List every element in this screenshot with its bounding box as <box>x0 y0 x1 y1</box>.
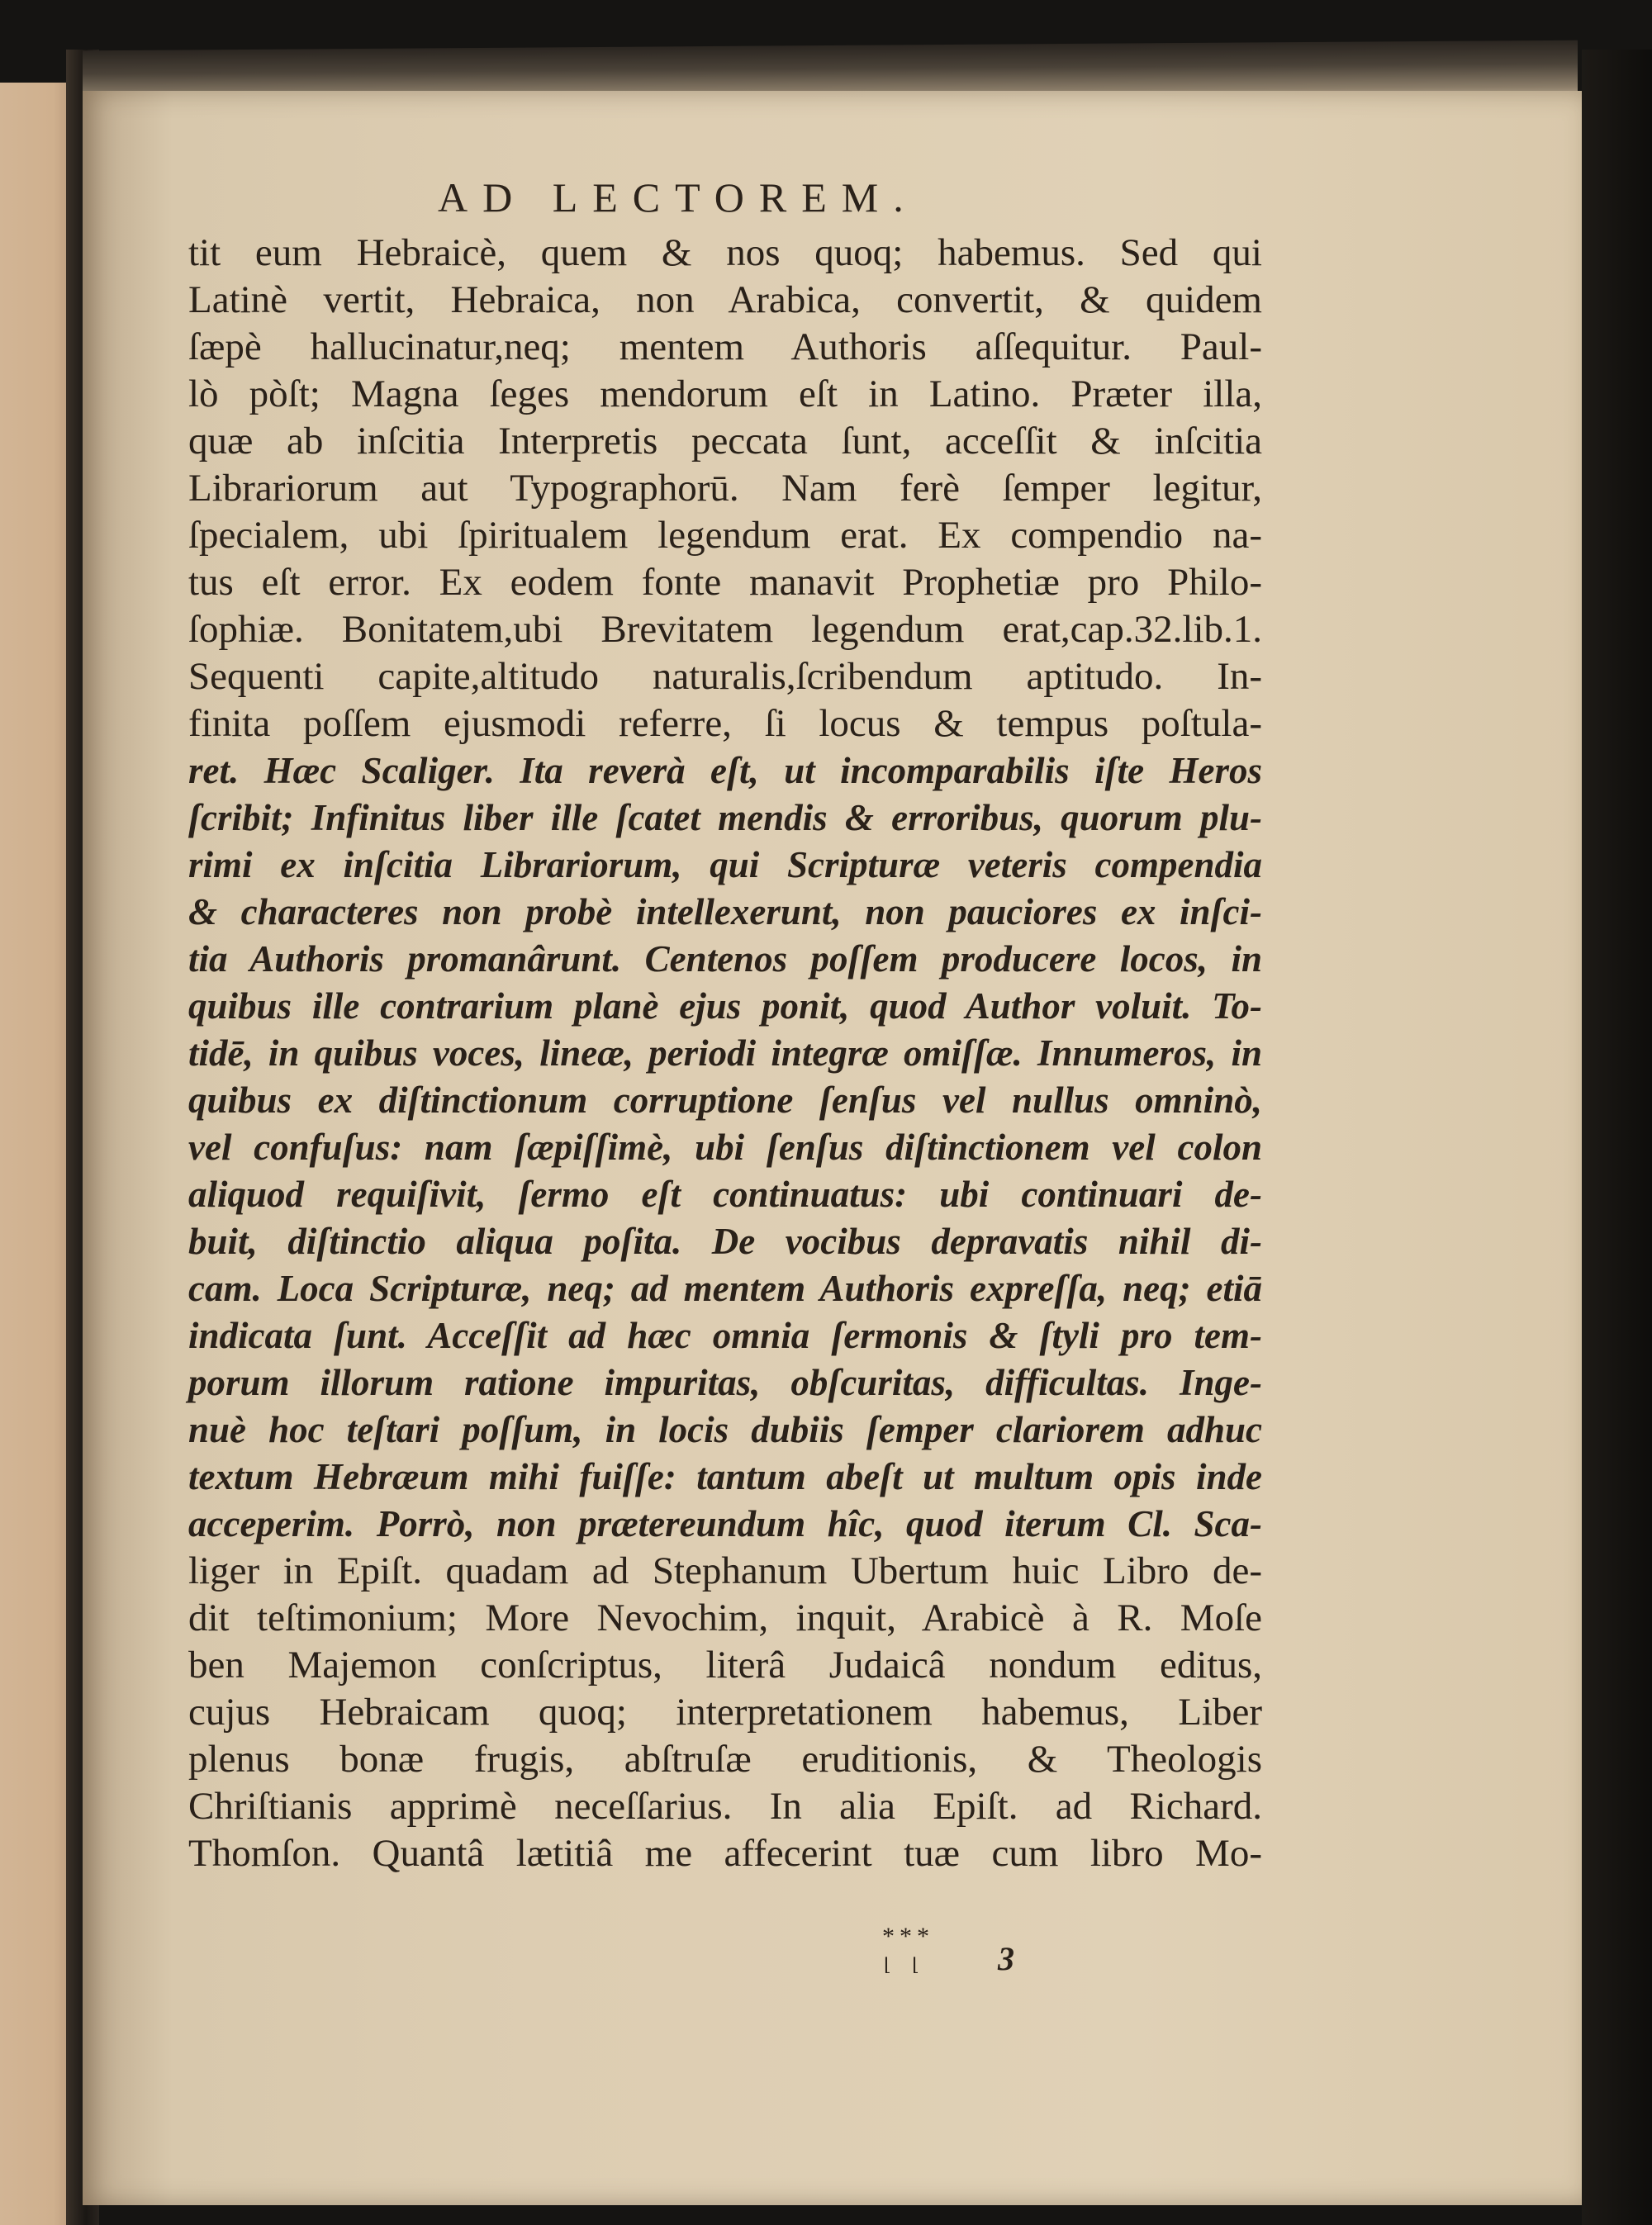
signature-mark: *** <box>882 1923 934 1950</box>
text-line: Librariorum aut Typographorū. Nam ferè ſemper legitur, <box>188 467 1262 510</box>
text-line: quibus ille contrarium planè ejus ponit, quod Author voluit. To- <box>188 985 1262 1027</box>
text-line: Chriſtianis apprimè neceſſarius. In alia Epiſt. ad Richard. <box>188 1785 1262 1828</box>
text-line: ret. Hæc Scaliger. Ita reverà eſt, ut incomparabilis iſte Heros <box>188 750 1262 791</box>
text-line: Latinè vertit, Hebraica, non Arabica, convertit, & quidem <box>188 278 1262 321</box>
signature-sub-marks: ⌊ ⌊ <box>884 1954 928 1975</box>
text-line: buit, diſtinctio aliqua poſita. De vocibus depravatis nihil di- <box>188 1221 1262 1262</box>
text-line: tia Authoris promanârunt. Centenos poſſem producere locos, in <box>188 938 1262 980</box>
text-line: rimi ex inſcitia Librariorum, qui Scripturæ veteris compendia <box>188 844 1262 885</box>
text-line: finita poſſem ejusmodi referre, ſi locus & tempus poſtula- <box>188 702 1262 745</box>
text-line: & characteres non probè intellexerunt, non pauciores ex inſci- <box>188 891 1262 932</box>
text-line: liger in Epiſt. quadam ad Stephanum Ubertum huic Libro de- <box>188 1549 1262 1592</box>
text-line: tit eum Hebraicè, quem & nos quoq; habemus. Sed qui <box>188 231 1262 274</box>
text-line: dit teſtimonium; More Nevochim, inquit, Arabicè à R. Moſe <box>188 1596 1262 1639</box>
text-line: Sequenti capite,altitudo naturalis,ſcribendum aptitudo. In- <box>188 655 1262 698</box>
folio-number: 3 <box>998 1940 1014 1977</box>
text-line: tidē, in quibus voces, lineæ, periodi integræ omiſſæ. Innumeros, in <box>188 1032 1262 1074</box>
text-line: plenus bonæ frugis, abſtruſæ eruditionis, & Theologis <box>188 1738 1262 1781</box>
text-line: ſophiæ. Bonitatem,ubi Brevitatem legendum erat,cap.32.lib.1. <box>188 608 1262 651</box>
text-line: ben Majemon conſcriptus, literâ Judaicâ nondum editus, <box>188 1644 1262 1687</box>
text-line: quæ ab inſcitia Interpretis peccata ſunt, acceſſit & inſcitia <box>188 420 1262 463</box>
text-line: cujus Hebraicam quoq; interpretationem habemus, Liber <box>188 1691 1262 1734</box>
text-line: acceperim. Porrò, non prætereundum hîc, quod iterum Cl. Sca- <box>188 1503 1262 1544</box>
text-line: Thomſon. Quantâ lætitiâ me affecerint tuæ cum libro Mo- <box>188 1832 1262 1875</box>
text-line: ſæpè hallucinatur,neq; mentem Authoris aſſequitur. Paul- <box>188 325 1262 368</box>
text-line: nuè hoc teſtari poſſum, in locis dubiis ſemper clariorem adhuc <box>188 1409 1262 1450</box>
text-line: indicata ſunt. Acceſſit ad hæc omnia ſermonis & ſtyli pro tem- <box>188 1315 1262 1356</box>
text-line: ſpecialem, ubi ſpiritualem legendum erat. Ex compendio na- <box>188 514 1262 557</box>
text-line: porum illorum ratione impuritas, obſcuritas, difficultas. Inge- <box>188 1362 1262 1403</box>
text-line: cam. Loca Scripturæ, neq; ad mentem Authoris expreſſa, neq; etiā <box>188 1268 1262 1309</box>
text-line: lò pòſt; Magna ſeges mendorum eſt in Latino. Præter illa, <box>188 372 1262 415</box>
text-line: vel confuſus: nam ſæpiſſimè, ubi ſenſus diſtinctionem vel colon <box>188 1127 1262 1168</box>
text-line: ſcribit; Infinitus liber ille ſcatet mendis & erroribus, quorum plu- <box>188 797 1262 838</box>
running-head: AD LECTOREM. <box>438 174 919 221</box>
text-line: tus eſt error. Ex eodem fonte manavit Prophetiæ pro Philo- <box>188 561 1262 604</box>
text-line: quibus ex diſtinctionum corruptione ſenſus vel nullus omninò, <box>188 1079 1262 1121</box>
facing-page-edge <box>0 83 76 2225</box>
right-background <box>1582 50 1652 2225</box>
text-line: aliquod requiſivit, ſermo eſt continuatus: ubi continuari de- <box>188 1174 1262 1215</box>
text-line: textum Hebræum mihi fuiſſe: tantum abeſt ut multum opis inde <box>188 1456 1262 1497</box>
body-text <box>188 230 1262 1877</box>
